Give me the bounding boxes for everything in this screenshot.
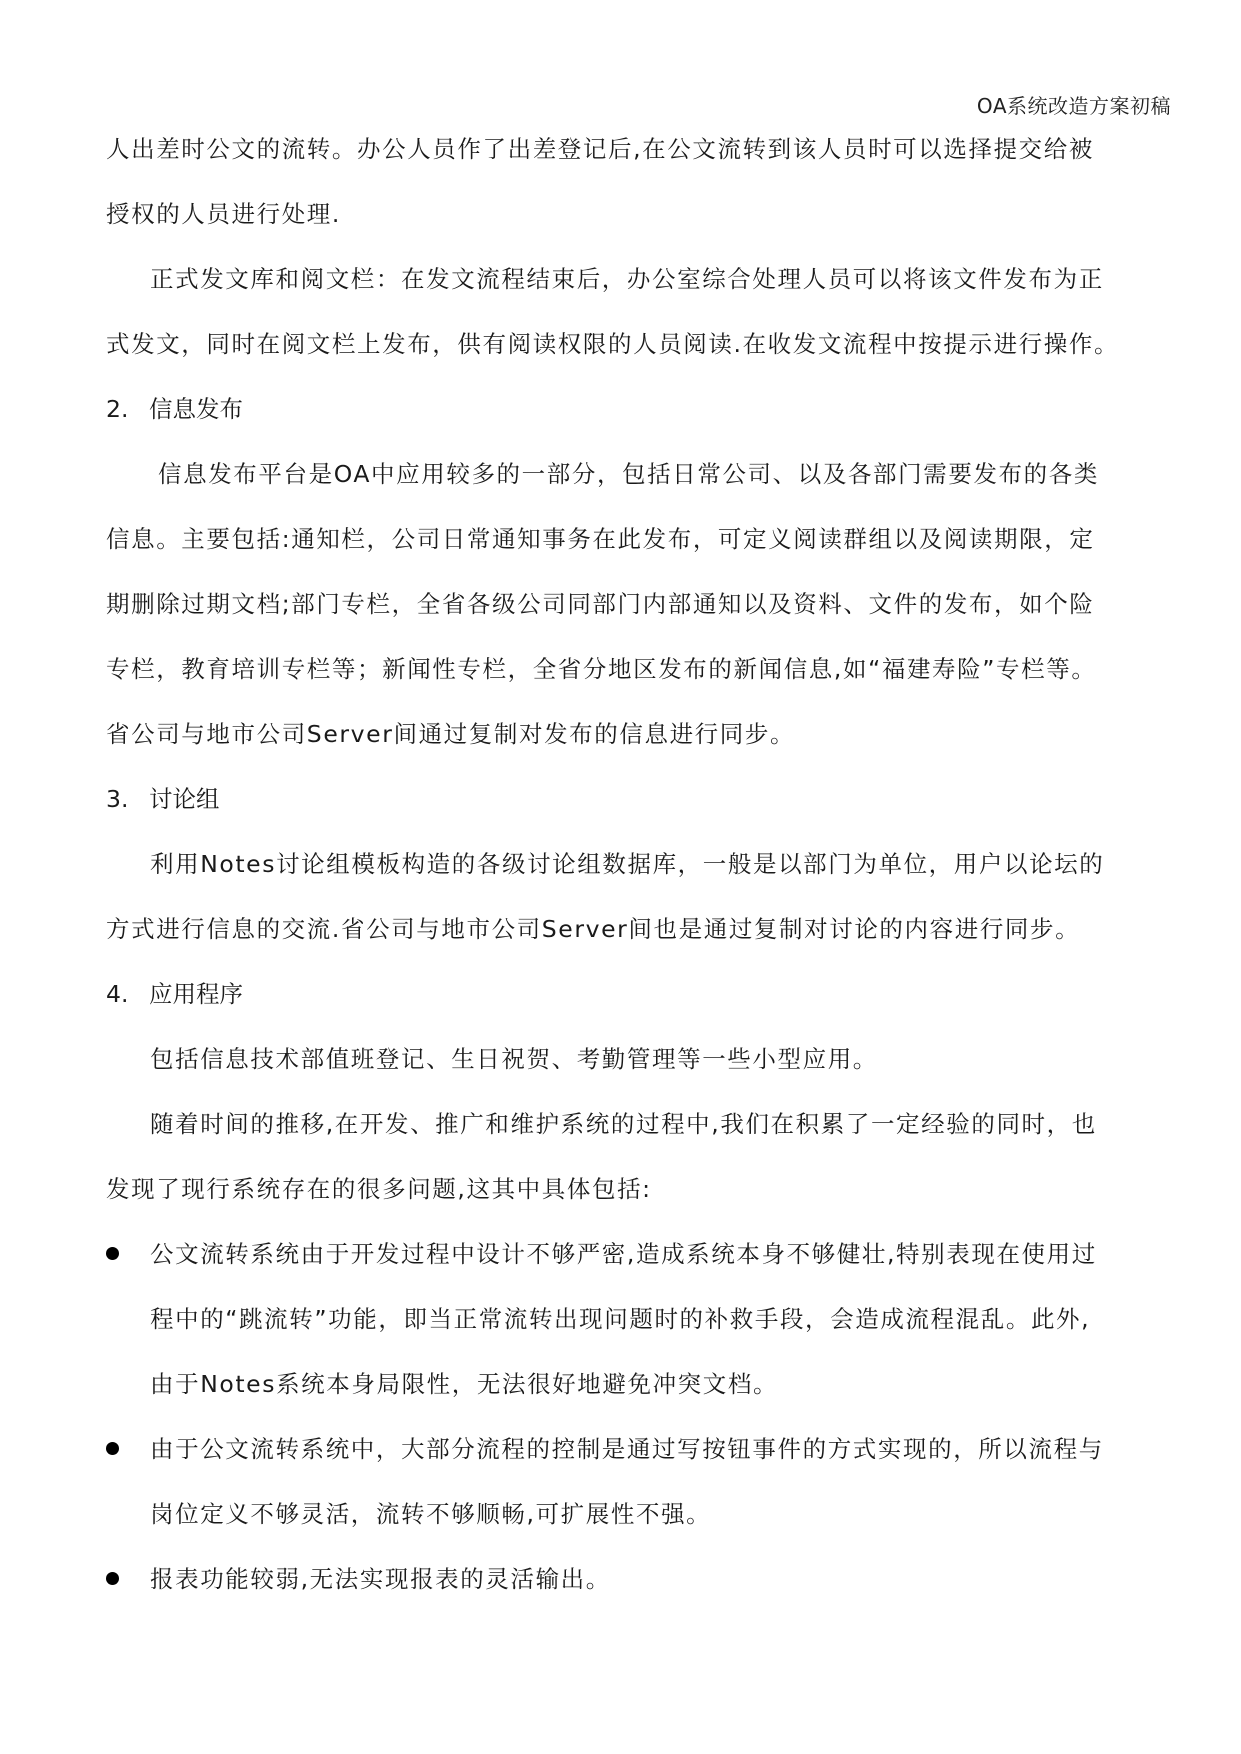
list-item — [106, 1556, 1174, 1621]
running-header: OA系统改造方案初稿 — [976, 94, 1171, 118]
text-line: 信息。主要包括:通知栏，公司日常通知事务在此发布，可定义阅读群组以及阅读期限，定 — [106, 525, 1095, 553]
paragraph — [106, 451, 1174, 776]
text-line: 期删除过期文档;部门专栏，全省各级公司同部门内部通知以及资料、文件的发布，如个险 — [106, 590, 1095, 618]
bullet-icon — [106, 1442, 119, 1455]
section-heading — [106, 386, 1174, 451]
text-line: 信息发布平台是OA中应用较多的一部分，包括日常公司、以及各部门需要发布的各类 — [158, 460, 1099, 488]
section-heading — [106, 971, 1174, 1036]
text-line: 正式发文库和阅文栏：在发文流程结束后，办公室综合处理人员可以将该文件发布为正 — [150, 265, 1104, 293]
section-heading — [106, 776, 1174, 841]
text-line: 岗位定义不够灵活，流转不够顺畅,可扩展性不强。 — [150, 1500, 712, 1528]
text-line: 式发文，同时在阅文栏上发布，供有阅读权限的人员阅读.在收发文流程中按提示进行操作。 — [106, 330, 1120, 358]
text-line: 人出差时公文的流转。办公人员作了出差登记后,在公文流转到该人员时可以选择提交给被 — [106, 135, 1094, 163]
section-number: 4. — [106, 980, 129, 1008]
section-title: 应用程序 — [149, 980, 243, 1008]
bullet-icon — [106, 1247, 119, 1260]
text-line: 方式进行信息的交流.省公司与地市公司Server间也是通过复制对讨论的内容进行同步。 — [106, 915, 1081, 943]
bullet-list — [106, 1231, 1174, 1621]
text-line: 省公司与地市公司Server间通过复制对发布的信息进行同步。 — [106, 720, 796, 748]
section-title: 讨论组 — [149, 785, 220, 813]
text-line: 由于公文流转系统中，大部分流程的控制是通过写按钮事件的方式实现的，所以流程与 — [150, 1435, 1104, 1463]
text-line: 报表功能较弱,无法实现报表的灵活输出。 — [150, 1565, 611, 1593]
section-title: 信息发布 — [149, 395, 243, 423]
list-item — [106, 1231, 1174, 1426]
text-line: 随着时间的推移,在开发、推广和维护系统的过程中,我们在积累了一定经验的同时，也 — [150, 1110, 1097, 1138]
document-body — [106, 126, 1174, 1621]
paragraph — [106, 1036, 1174, 1101]
paragraph — [106, 841, 1174, 971]
text-line: 发现了现行系统存在的很多问题,这其中具体包括: — [106, 1175, 652, 1203]
text-line: 程中的“跳流转”功能，即当正常流转出现问题时的补救手段，会造成流程混乱。此外, — [150, 1305, 1091, 1333]
list-item — [106, 1426, 1174, 1556]
section-number: 2. — [106, 395, 129, 423]
bullet-icon — [106, 1572, 119, 1585]
text-line: 由于Notes系统本身局限性，无法很好地避免冲突文档。 — [150, 1370, 779, 1398]
text-line: 包括信息技术部值班登记、生日祝贺、考勤管理等一些小型应用。 — [150, 1045, 878, 1073]
paragraph — [106, 256, 1174, 386]
paragraph — [106, 126, 1174, 256]
text-line: 专栏，教育培训专栏等；新闻性专栏，全省分地区发布的新闻信息,如“福建寿险”专栏等。 — [106, 655, 1097, 683]
text-line: 授权的人员进行处理. — [106, 200, 341, 228]
text-line: 公文流转系统由于开发过程中设计不够严密,造成系统本身不够健壮,特别表现在使用过 — [150, 1240, 1097, 1268]
paragraph — [106, 1101, 1174, 1231]
text-line: 利用Notes讨论组模板构造的各级讨论组数据库，一般是以部门为单位，用户以论坛的 — [150, 850, 1105, 878]
section-number: 3. — [106, 785, 129, 813]
